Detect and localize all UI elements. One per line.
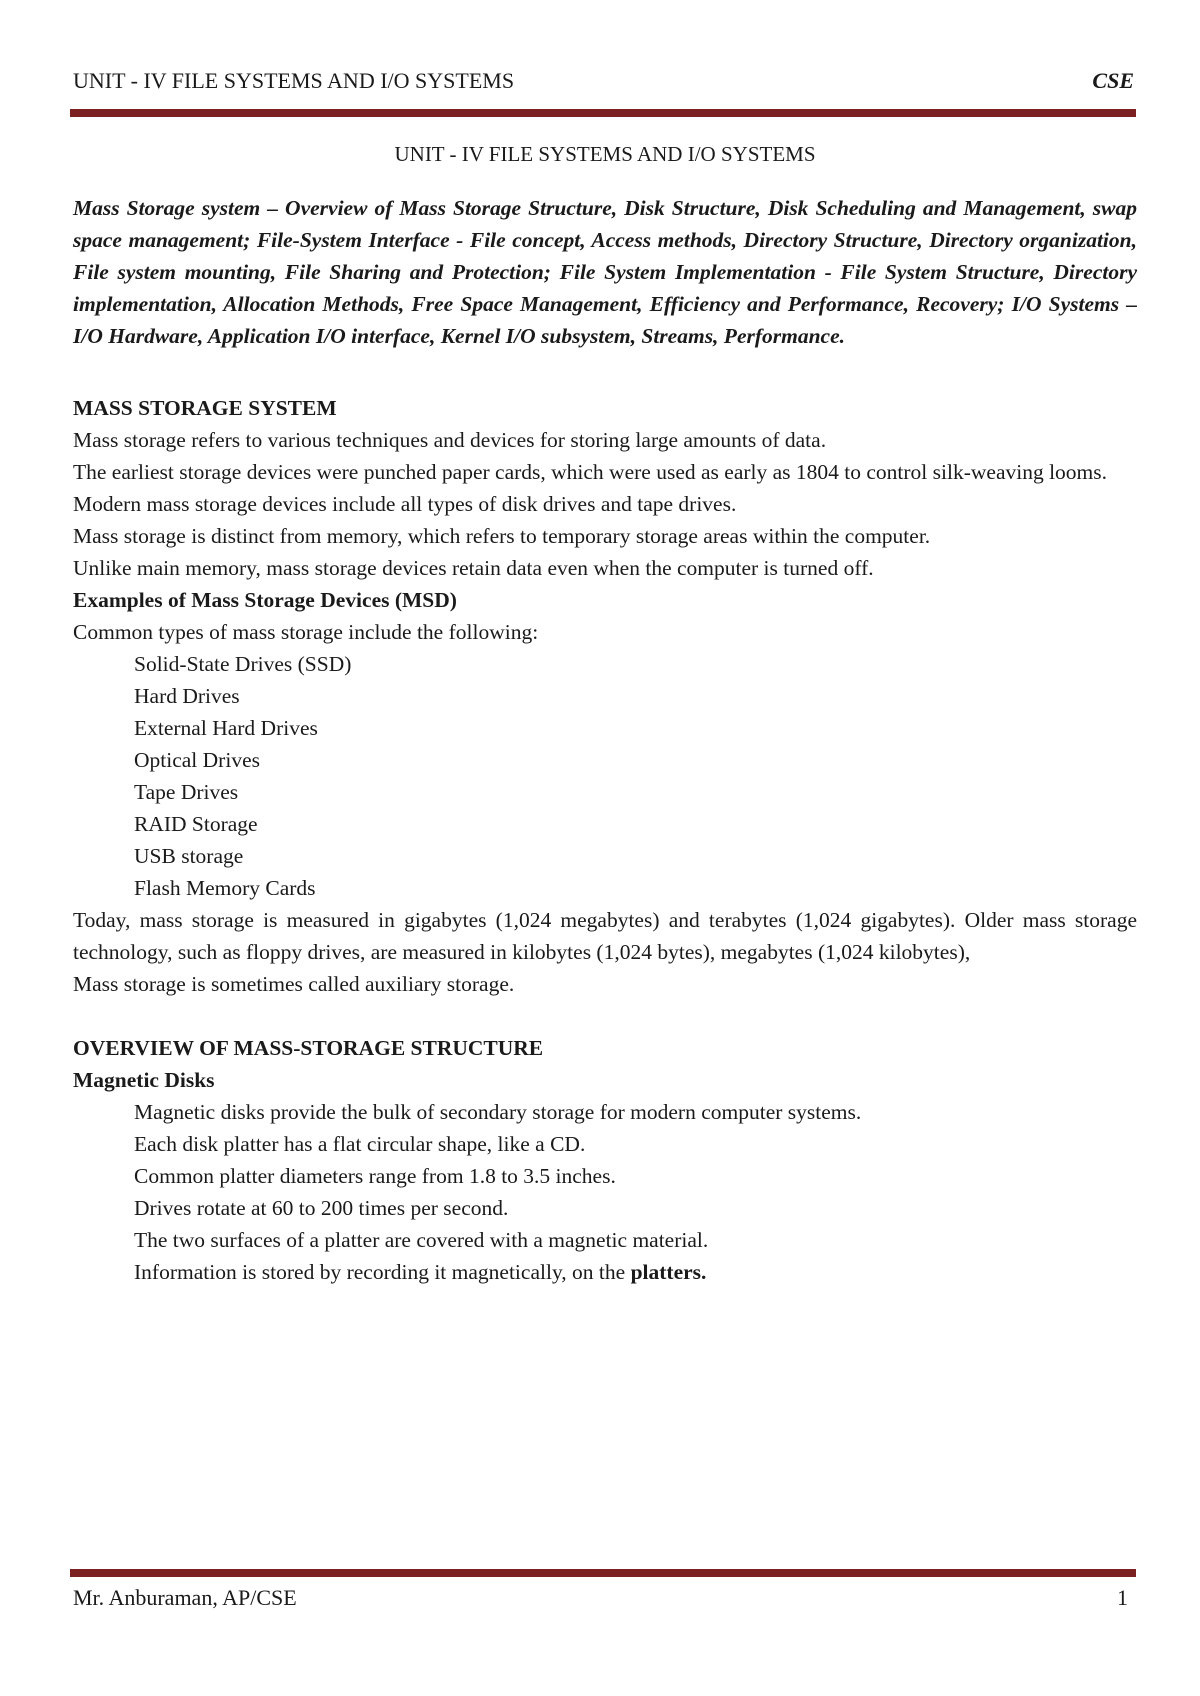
item-text: Information is stored by recording it magnetically, on the (134, 1260, 631, 1284)
mass-storage-heading: MASS STORAGE SYSTEM (73, 396, 337, 420)
list-item: Tape Drives (134, 780, 239, 804)
list-item: Common platter diameters range from 1.8 to 3.5 inches. (134, 1164, 616, 1188)
list-item: Magnetic disks provide the bulk of secondary storage for modern computer systems. (134, 1100, 862, 1124)
list-item: Optical Drives (134, 748, 260, 772)
paragraph: The earliest storage devices were punched paper cards, which were used as early as 1804 to control silk-weaving looms. (73, 460, 1108, 484)
page-number: 1 (1117, 1585, 1128, 1610)
item-bold-text: platters. (630, 1260, 707, 1284)
magnetic-disks-heading: Magnetic Disks (73, 1068, 215, 1092)
header-title: UNIT - IV FILE SYSTEMS AND I/O SYSTEMS (73, 68, 515, 93)
examples-heading: Examples of Mass Storage Devices (MSD) (73, 588, 457, 612)
list-item: Each disk platter has a flat circular shape, like a CD. (134, 1132, 586, 1156)
examples-intro: Common types of mass storage include the following: (73, 620, 539, 644)
list-item: Solid-State Drives (SSD) (134, 652, 352, 676)
list-item: External Hard Drives (134, 716, 318, 740)
list-item (73, 1256, 1137, 1288)
paragraph: Unlike main memory, mass storage devices retain data even when the computer is turned off. (73, 556, 874, 580)
device-list (73, 648, 1137, 904)
list-item: USB storage (134, 844, 244, 868)
overview-heading: OVERVIEW OF MASS-STORAGE STRUCTURE (73, 1036, 544, 1060)
list-item: Flash Memory Cards (134, 876, 316, 900)
unit-title: UNIT - IV FILE SYSTEMS AND I/O SYSTEMS (394, 142, 816, 166)
paragraph: Today, mass storage is measured in gigabytes (1,024 megabytes) and terabytes (1,024 gigabytes). Older mass storage technology, such as floppy drives, are measured in kilobytes (1,024 bytes), megabytes (1,024 kilobytes), (73, 908, 1137, 964)
paragraph: Mass storage is sometimes called auxiliary storage. (73, 972, 515, 996)
page-content (73, 138, 1137, 1288)
page-header (73, 68, 1134, 100)
header-rule (70, 109, 1136, 117)
list-item: RAID Storage (134, 812, 258, 836)
page-footer (73, 1585, 1128, 1611)
header-dept: CSE (1092, 68, 1134, 93)
list-item: Hard Drives (134, 684, 240, 708)
syllabus-paragraph: Mass Storage system – Overview of Mass Storage Structure, Disk Structure, Disk Scheduling and Management, swap space management; File-System Interface - File concept, Access methods, Directory Structure, Directory organization, File system mounting, File Sharing and Protection; File System Implementation - File System Structure, Directory implementation, Allocation Methods, Free Space Management, Efficiency and Performance, Recovery; I/O Systems – I/O Hardware, Application I/O interface, Kernel I/O subsystem, Streams, Performance. (73, 196, 1137, 348)
list-item: The two surfaces of a platter are covered with a magnetic material. (134, 1228, 709, 1252)
paragraph: Modern mass storage devices include all types of disk drives and tape drives. (73, 492, 737, 516)
footer-rule (70, 1569, 1136, 1577)
paragraph: Mass storage refers to various techniques and devices for storing large amounts of data. (73, 428, 827, 452)
list-item: Drives rotate at 60 to 200 times per second. (134, 1196, 509, 1220)
footer-author: Mr. Anburaman, AP/CSE (73, 1585, 297, 1610)
paragraph: Mass storage is distinct from memory, which refers to temporary storage areas within the computer. (73, 524, 931, 548)
